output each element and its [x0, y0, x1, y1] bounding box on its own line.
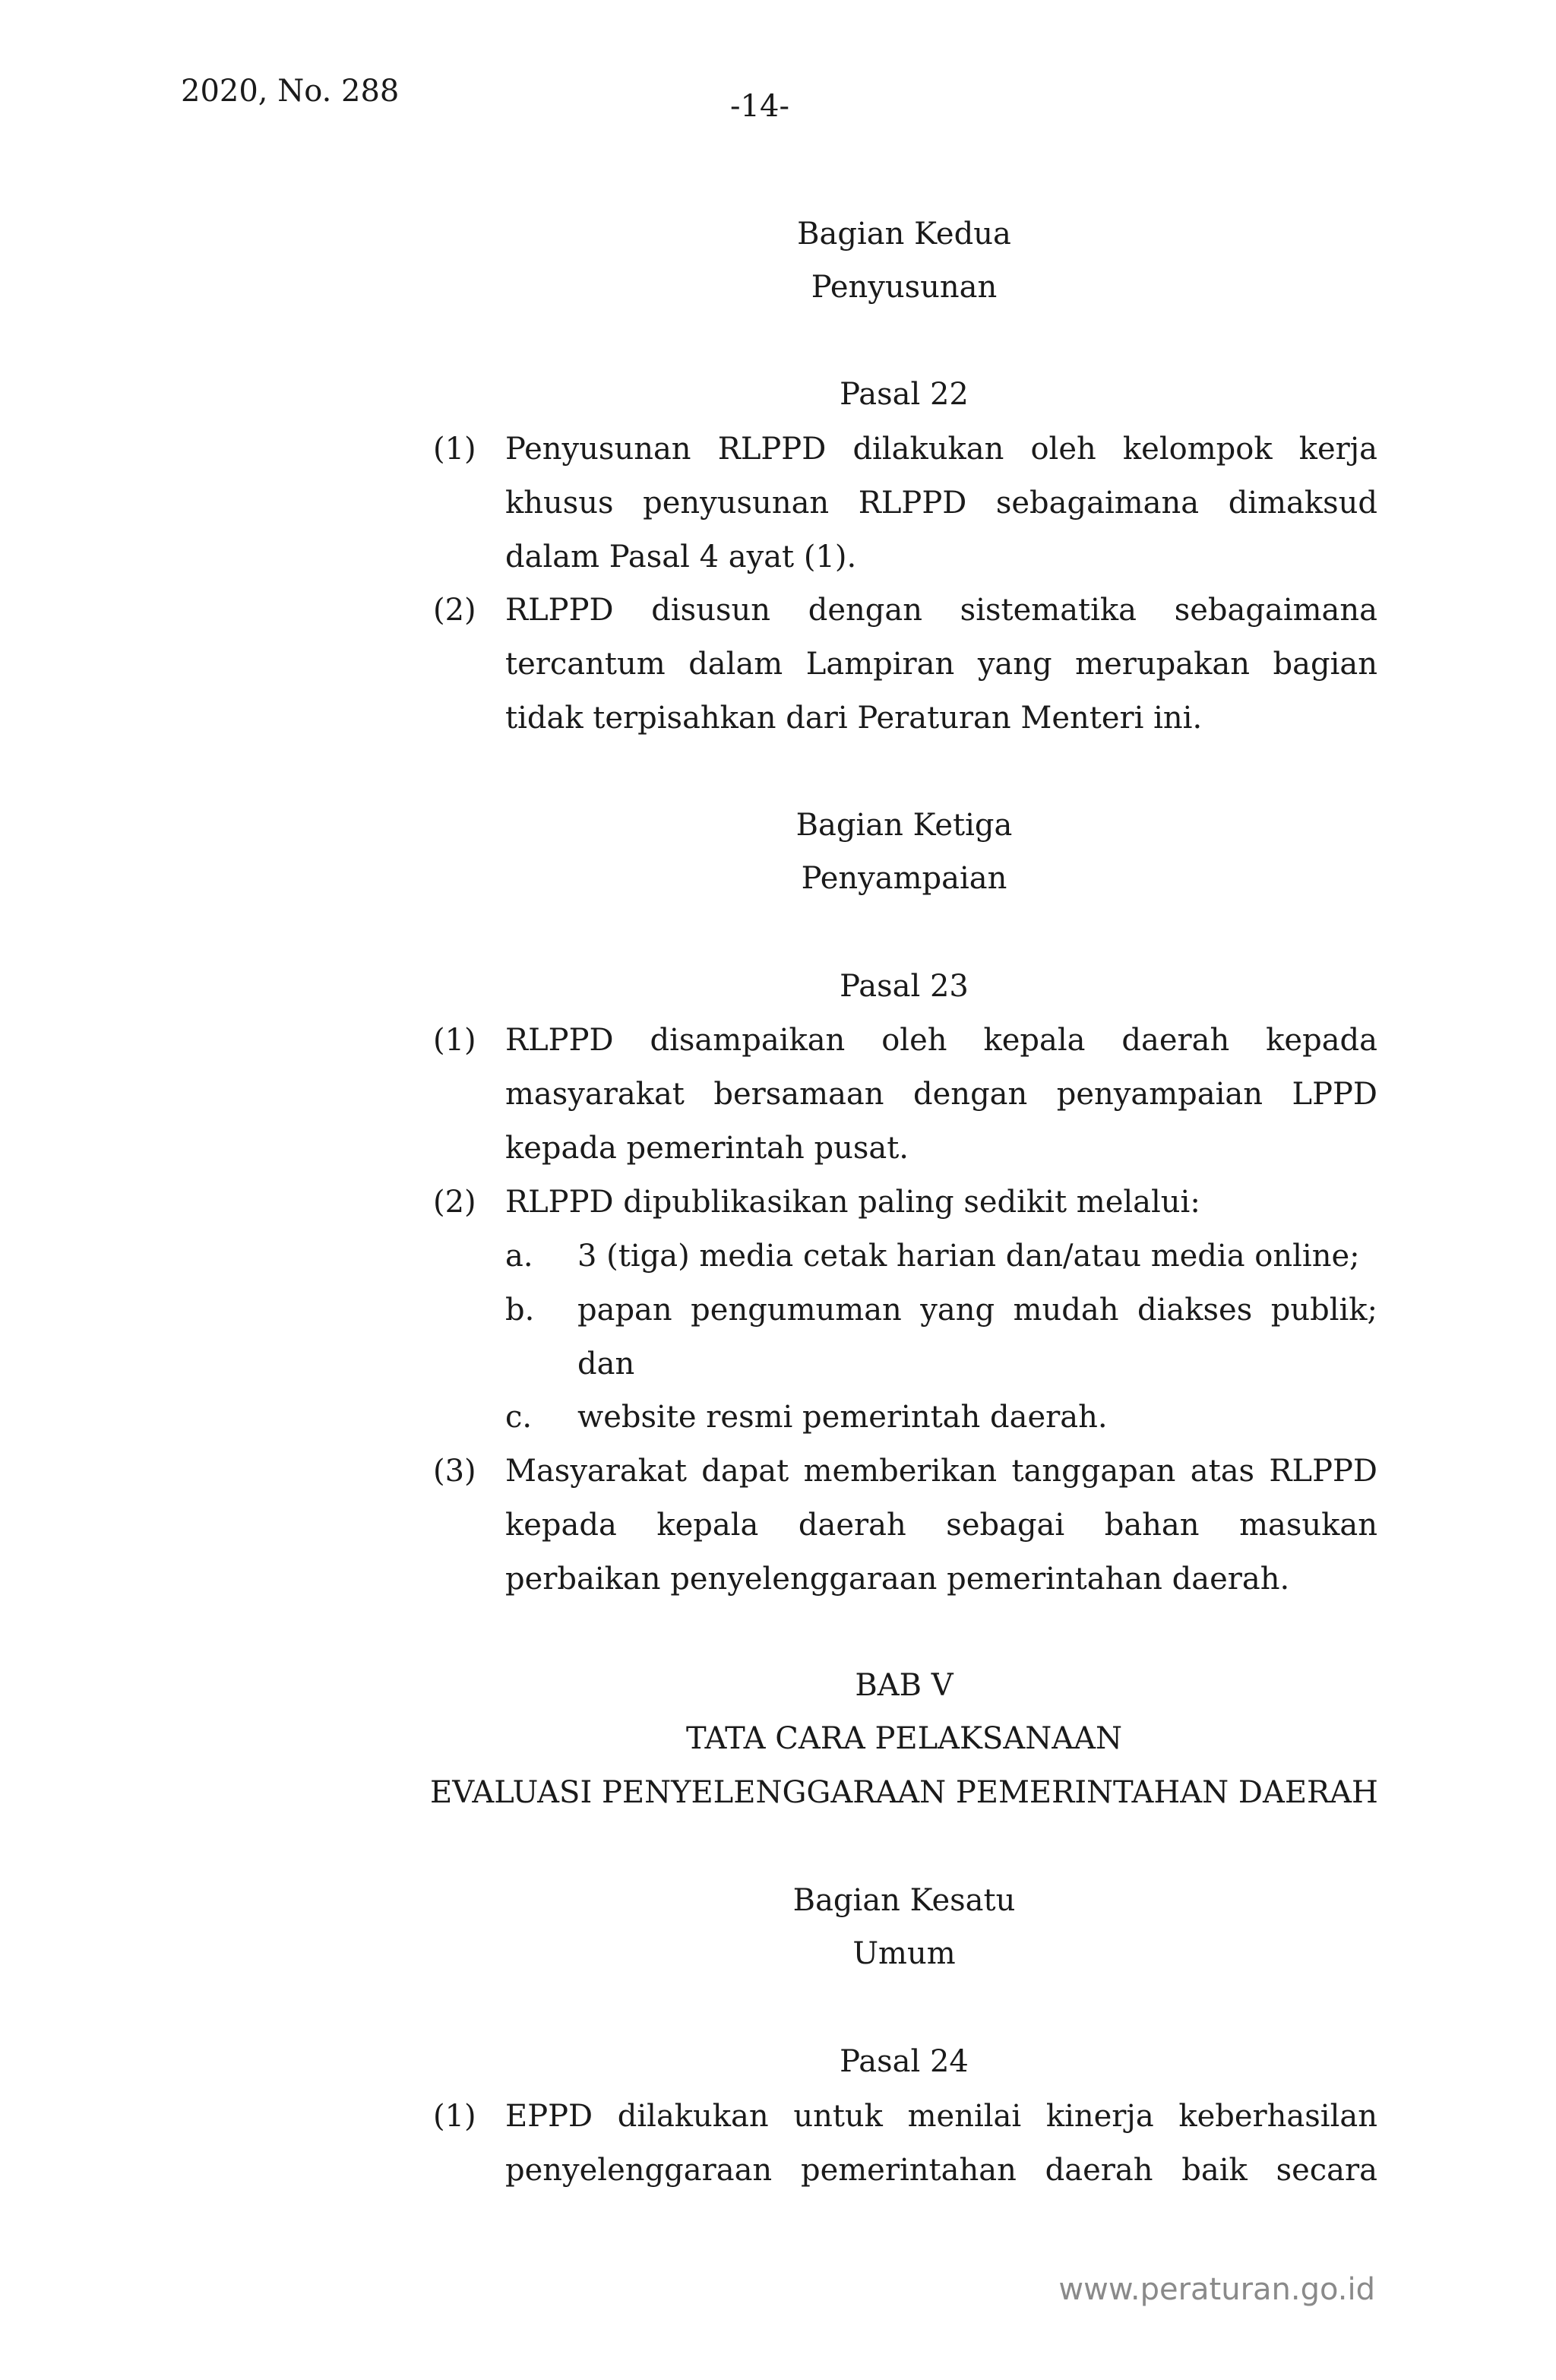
chapter-heading: BAB V	[855, 1668, 954, 1703]
paragraph-text: RLPPD dipublikasikan paling sedikit melalui:	[505, 1185, 1200, 1220]
paragraph-text: Penyusunan RLPPD dilakukan oleh kelompok kerja khusus penyusunan RLPPD sebagaimana dimaksud dalam Pasal 4 ayat (1).	[505, 432, 1377, 574]
chapter-title-line: EVALUASI PENYELENGGARAAN PEMERINTAHAN DAERAH	[430, 1775, 1378, 1810]
paragraph	[433, 1014, 1377, 1176]
paragraph-label: (1)	[433, 432, 476, 467]
list-item-text: website resmi pemerintah daerah.	[577, 1400, 1108, 1435]
section-subheading: Penyampaian	[801, 861, 1007, 896]
section-subheading: Penyusunan	[811, 270, 998, 305]
paragraph	[433, 1445, 1377, 1606]
footer-url[interactable]: www.peraturan.go.id	[1058, 2272, 1375, 2307]
paragraph-label: (1)	[433, 1023, 476, 1058]
article-title: Pasal 23	[840, 969, 969, 1004]
article-title: Pasal 22	[840, 377, 969, 412]
list-item-text: papan pengumuman yang mudah diakses publik; dan	[577, 1293, 1377, 1381]
paragraph-text: Masyarakat dapat memberikan tanggapan atas RLPPD kepada kepala daerah sebagai bahan masukan perbaikan penyelenggaraan pemerintahan daerah.	[505, 1454, 1377, 1597]
paragraph-text: EPPD dilakukan untuk menilai kinerja keberhasilan penyelenggaraan pemerintahan daerah baik secara	[505, 2099, 1377, 2188]
section-heading: Bagian Ketiga	[795, 808, 1013, 843]
list-item-label: c.	[505, 1400, 533, 1435]
list-item-text: 3 (tiga) media cetak harian dan/atau media online;	[577, 1239, 1360, 1274]
paragraph-text: RLPPD disusun dengan sistematika sebagaimana tercantum dalam Lampiran yang merupakan bagian tidak terpisahkan dari Peraturan Menteri ini.	[505, 593, 1377, 736]
paragraph-text: RLPPD disampaikan oleh kepala daerah kepada masyarakat bersamaan dengan penyampaian LPPD kepada pemerintah pusat.	[505, 1023, 1377, 1166]
list-item-label: b.	[505, 1293, 535, 1328]
paragraph	[433, 423, 1377, 584]
paragraph-label: (2)	[433, 593, 476, 628]
list-item	[505, 1283, 1377, 1391]
list-item	[505, 1230, 1377, 1283]
paragraph	[433, 1176, 1377, 1230]
paragraph	[433, 584, 1377, 745]
list-item	[505, 1391, 1377, 1445]
paragraph-label: (2)	[433, 1185, 476, 1220]
paragraph-label: (1)	[433, 2099, 476, 2134]
list-item-label: a.	[505, 1239, 533, 1274]
chapter-title-line: TATA CARA PELAKSANAAN	[685, 1721, 1122, 1756]
paragraph-label: (3)	[433, 1454, 476, 1489]
section-subheading: Umum	[852, 1936, 956, 1971]
doc-number: 2020, No. 288	[181, 74, 400, 109]
paragraph	[433, 2090, 1377, 2198]
page-number: -14-	[730, 89, 789, 124]
article-title: Pasal 24	[840, 2044, 969, 2079]
section-heading: Bagian Kedua	[797, 217, 1011, 252]
section-heading: Bagian Kesatu	[792, 1883, 1016, 1918]
